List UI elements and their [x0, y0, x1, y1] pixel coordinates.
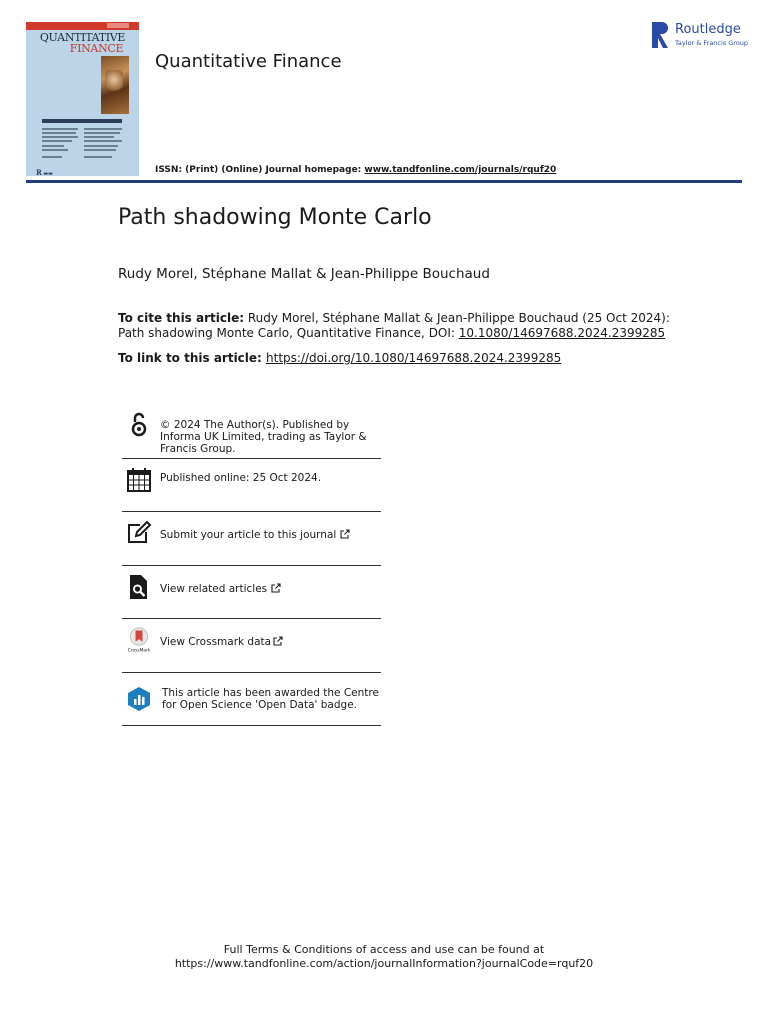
article-authors: Rudy Morel, Stéphane Mallat & Jean-Philippe Bouchaud: [118, 266, 490, 282]
open-data-row: [122, 673, 381, 726]
article-title: Path shadowing Monte Carlo: [118, 205, 432, 230]
issn-text: ISSN: (Print) (Online) Journal homepage:: [155, 165, 365, 175]
publisher-name: Routledge: [675, 22, 741, 37]
published-row: [122, 459, 381, 512]
journal-homepage-link[interactable]: www.tandfonline.com/journals/rquf20: [364, 165, 557, 175]
footer: [0, 943, 768, 971]
edit-icon: [126, 520, 152, 546]
submit-text: Submit your article to this journal: [160, 529, 337, 541]
footer-terms-url[interactable]: https://www.tandfonline.com/action/journalInformation?journalCode=rquf20: [174, 957, 594, 970]
cover-band: [42, 119, 122, 123]
publisher-subtitle: Taylor & Francis Group: [675, 39, 749, 47]
crossmark-icon-label: CrossMark: [127, 648, 151, 653]
link-label: To link to this article:: [118, 351, 267, 365]
article-link: [118, 351, 561, 366]
calendar-icon: [126, 467, 152, 493]
routledge-r-icon: [652, 22, 670, 48]
header-divider: [26, 180, 742, 183]
crossmark-icon: [126, 627, 152, 653]
submit-link[interactable]: [160, 529, 382, 541]
cite-text: Rudy Morel, Stéphane Mallat & Jean-Philippe Bouchaud (25 Oct 2024): Path shadowing Monte Carlo, Quantitative Finance, DOI:: [118, 311, 670, 340]
journal-name: Quantitative Finance: [155, 51, 342, 72]
cover-title-line2: FINANCE: [69, 42, 124, 55]
published-text: Published online: 25 Oct 2024.: [160, 472, 322, 484]
open-access-text: © 2024 The Author(s). Published by Informa UK Limited, trading as Taylor & Francis Group.: [160, 419, 367, 455]
cover-artwork: [101, 56, 129, 114]
open-access-row: [122, 410, 381, 459]
citation: [118, 311, 678, 341]
related-link[interactable]: [160, 583, 382, 595]
issn-line: [155, 165, 556, 175]
cite-doi-link[interactable]: 10.1080/14697688.2024.2399285: [458, 326, 666, 340]
external-link-icon: [271, 583, 281, 593]
cover-title: [26, 32, 139, 54]
open-access-icon: [126, 412, 152, 438]
cite-label: To cite this article:: [118, 311, 245, 325]
open-data-badge-icon: [126, 686, 152, 712]
cover-publisher-mark: R ▬▬: [36, 168, 53, 176]
routledge-logo: [652, 20, 749, 50]
related-text: View related articles: [160, 583, 268, 595]
cover-title-line1: QUANTITATIVE: [39, 31, 126, 44]
document-search-icon: [126, 574, 152, 600]
article-doi-link[interactable]: https://doi.org/10.1080/14697688.2024.2399285: [266, 351, 562, 365]
crossmark-link[interactable]: [160, 636, 382, 648]
external-link-icon: [273, 636, 283, 646]
journal-cover-image: [26, 22, 139, 176]
cover-contents-lines: [42, 128, 126, 164]
crossmark-row[interactable]: [122, 619, 381, 673]
submit-row[interactable]: [122, 512, 381, 566]
external-link-icon: [340, 529, 350, 539]
article-info-box: [122, 410, 381, 726]
open-data-text: This article has been awarded the Centre for Open Science 'Open Data' badge.: [162, 687, 379, 711]
related-row[interactable]: [122, 566, 381, 619]
cover-top-bar: [26, 22, 139, 30]
footer-terms-text: Full Terms & Conditions of access and use can be found at: [223, 943, 545, 956]
crossmark-text: View Crossmark data: [160, 636, 272, 648]
